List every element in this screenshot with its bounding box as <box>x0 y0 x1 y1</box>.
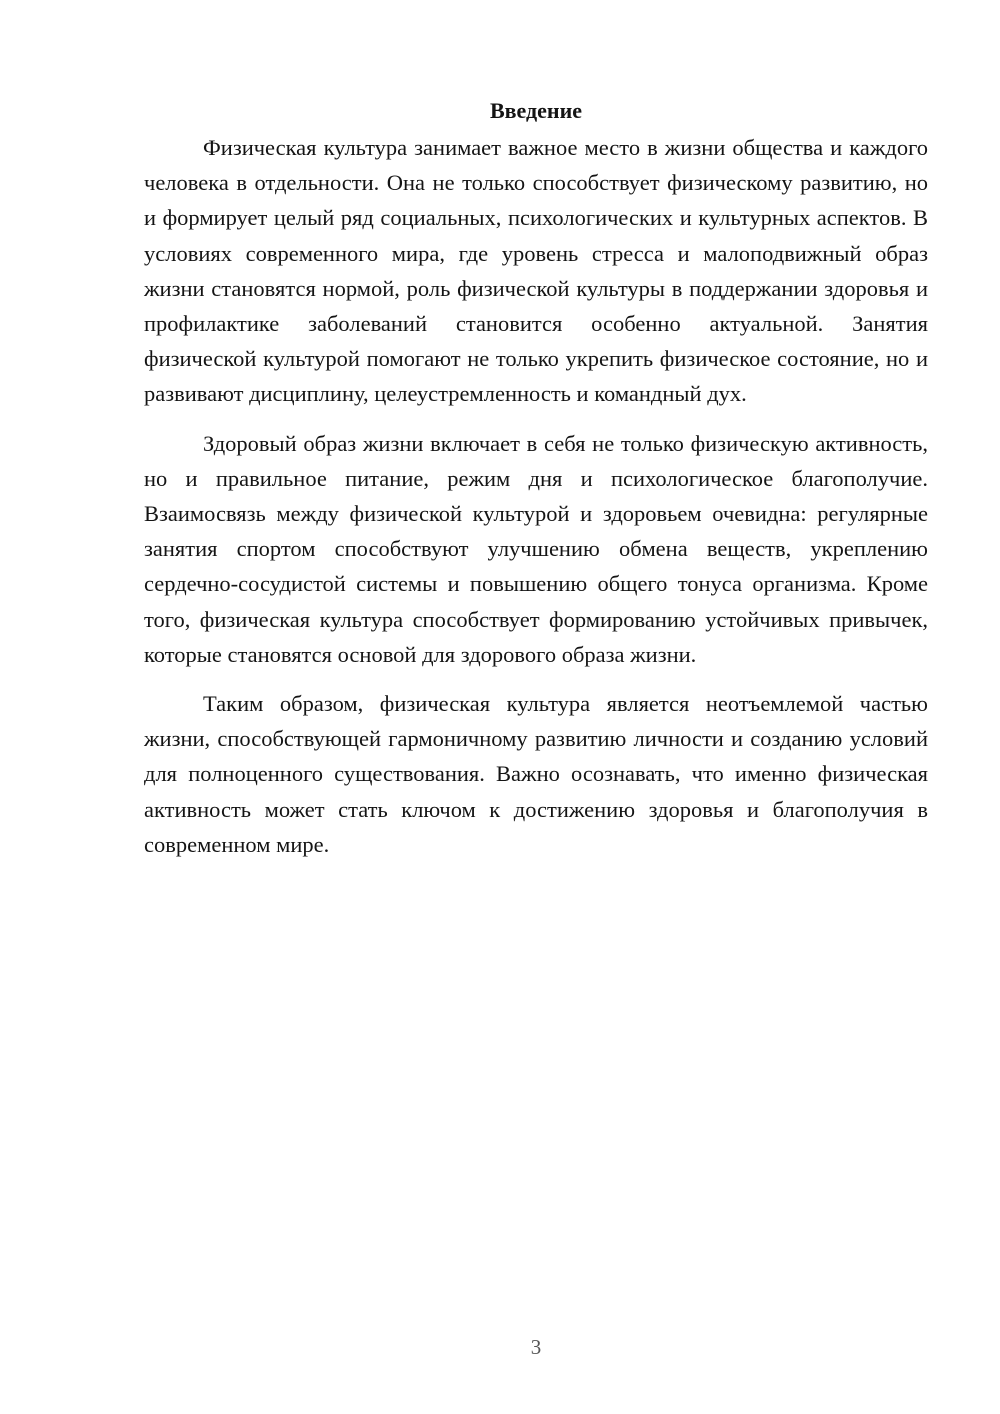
page-number: 3 <box>530 1335 542 1359</box>
page-content <box>144 93 928 862</box>
section-heading: Введение <box>489 98 583 123</box>
paragraph-3: Таким образом, физическая культура является неотъемлемой частью жизни, способствующей гармоничному развитию личности и созданию условий для полноценного существования. Важно осознавать, что именно физическая активность может стать ключом к достижению здоровья и благополучия в современном мире. <box>144 691 928 857</box>
paragraph-1: Физическая культура занимает важное место в жизни общества и каждого человека в отдельности. Она не только способствует физическому развитию, но и формирует целый ряд социальных, психологических и культурных аспектов. В условиях современного мира, где уровень стресса и малоподвижный образ жизни становятся нормой, роль физической культуры в поддержании здоровья и профилактике заболеваний становится особенно актуальной. Занятия физической культурой помогают не только укрепить физическое состояние, но и развивают дисциплину, целеустремленность и командный дух. <box>144 135 928 407</box>
paragraph-2: Здоровый образ жизни включает в себя не только физическую активность, но и правильное питание, режим дня и психологическое благополучие. Взаимосвязь между физической культурой и здоровьем очевидна: регулярные занятия спортом способствуют улучшению обмена веществ, укреплению сердечно-сосудистой системы и повышению общего тонуса организма. Кроме того, физическая культура способствует формированию устойчивых привычек, которые становятся основой для здорового образа жизни. <box>144 430 928 667</box>
